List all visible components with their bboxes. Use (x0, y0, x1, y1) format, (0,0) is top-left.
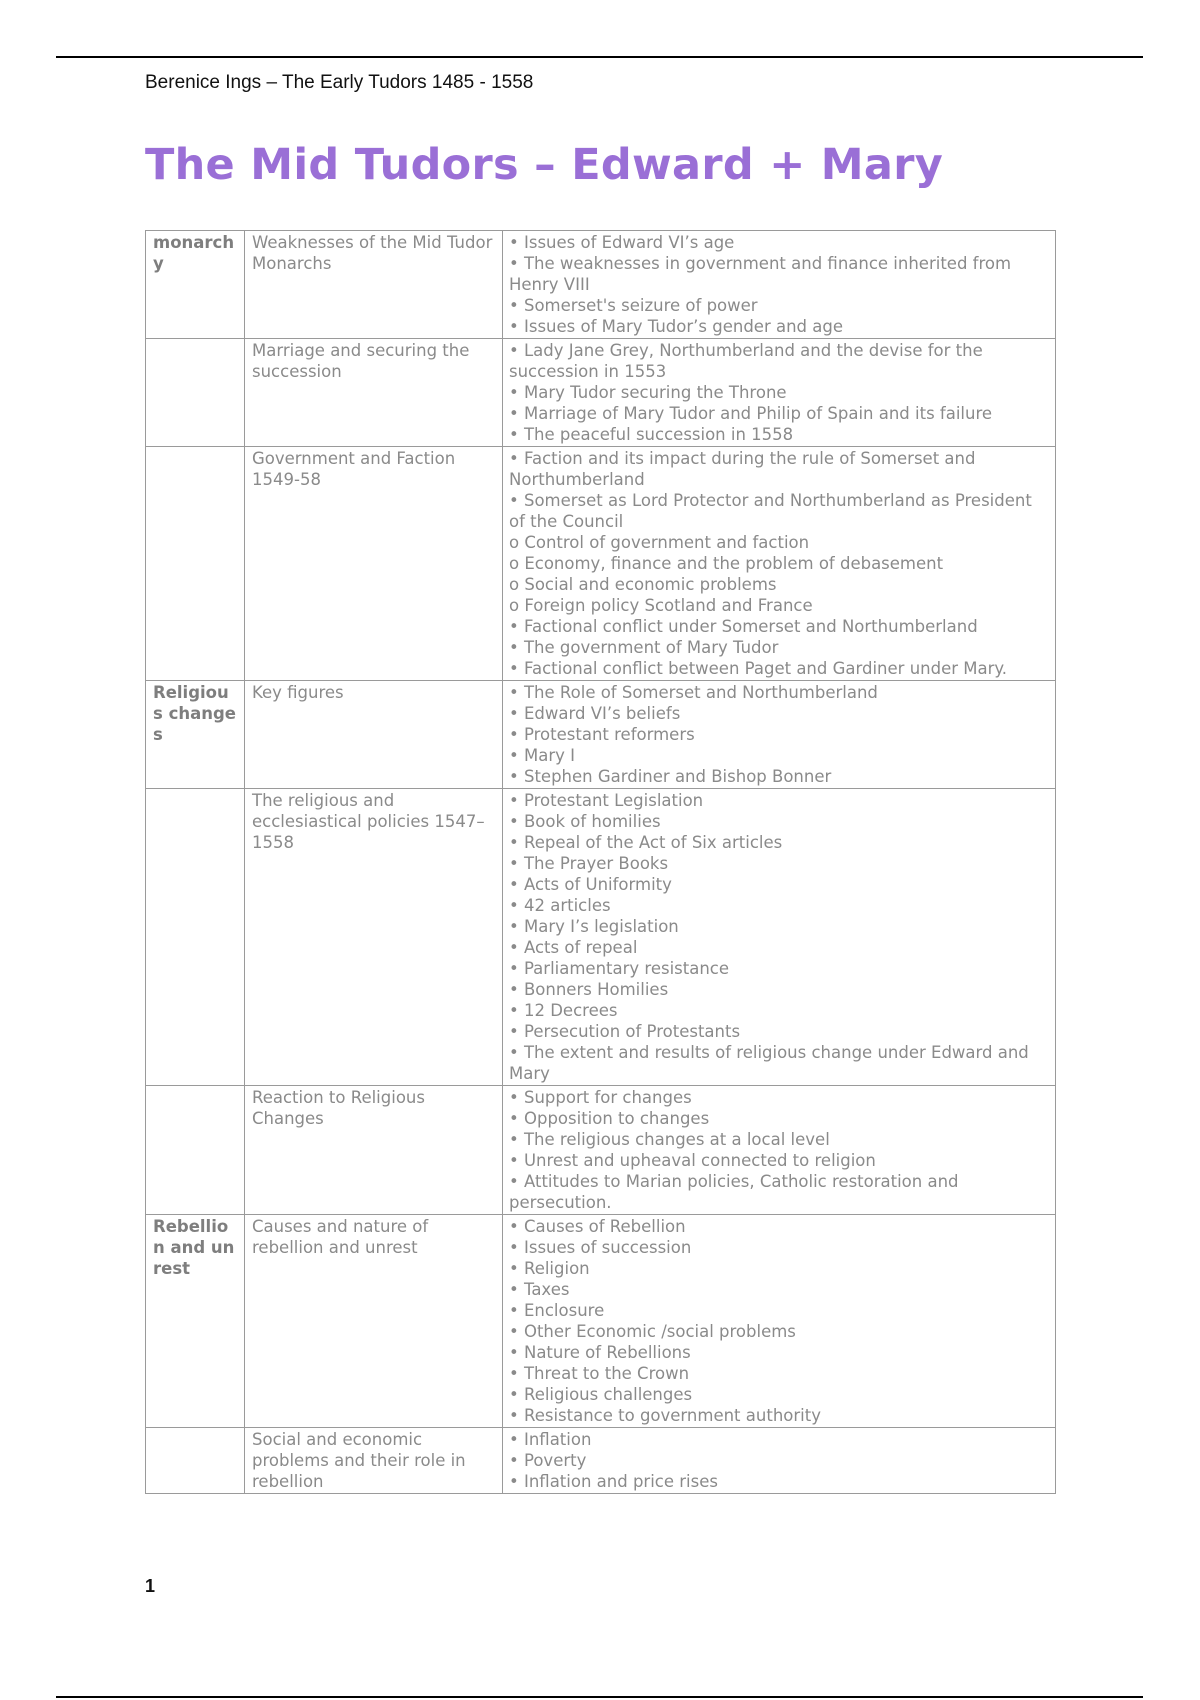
content-point: • Religion (509, 1259, 590, 1278)
topic-cell: Social and economic problems and their role in rebellion (245, 1428, 503, 1494)
content-point: o Economy, finance and the problem of debasement (509, 554, 944, 573)
content-point: o Control of government and faction (509, 533, 810, 552)
content-point: • Inflation (509, 1430, 592, 1449)
page-number: 1 (145, 1576, 156, 1596)
content-point: • Religious challenges (509, 1385, 693, 1404)
content-point: • Edward VI’s beliefs (509, 704, 681, 723)
syllabus-table (145, 230, 1056, 1494)
content-point: • The weaknesses in government and finance inherited from Henry VIII (509, 254, 1012, 294)
content-point: • Resistance to government authority (509, 1406, 821, 1425)
topic-cell: Government and Faction 1549-58 (245, 447, 503, 681)
topic-cell: Key figures (245, 681, 503, 789)
content-point: • Nature of Rebellions (509, 1343, 691, 1362)
topic-cell: The religious and ecclesiastical policies 1547–1558 (245, 789, 503, 1086)
topic-cell: Weaknesses of the Mid Tudor Monarchs (245, 231, 503, 339)
content-point: • Issues of Mary Tudor’s gender and age (509, 317, 844, 336)
top-rule (56, 56, 1143, 58)
content-point: • Opposition to changes (509, 1109, 710, 1128)
content-point: • Factional conflict under Somerset and Northumberland (509, 617, 978, 636)
content-point: • The Role of Somerset and Northumberland (509, 683, 878, 702)
content-point: • Bonners Homilies (509, 980, 669, 999)
content-point: • Acts of Uniformity (509, 875, 672, 894)
content-cell (503, 447, 1056, 681)
table-row (146, 447, 1056, 681)
page-header: Berenice Ings – The Early Tudors 1485 - 1558 (145, 72, 534, 93)
section-cell (146, 1086, 245, 1215)
section-cell (146, 339, 245, 447)
content-point: • Parliamentary resistance (509, 959, 730, 978)
content-cell (503, 1215, 1056, 1428)
content-point: • Mary Tudor securing the Throne (509, 383, 787, 402)
section-cell (146, 1428, 245, 1494)
content-point: • Book of homilies (509, 812, 661, 831)
content-point: • Persecution of Protestants (509, 1022, 741, 1041)
topic-cell: Marriage and securing the succession (245, 339, 503, 447)
content-point: • Other Economic /social problems (509, 1322, 796, 1341)
syllabus-table-body (146, 231, 1056, 1494)
content-point: • 12 Decrees (509, 1001, 618, 1020)
content-point: • 42 articles (509, 896, 611, 915)
content-cell (503, 681, 1056, 789)
content-cell (503, 339, 1056, 447)
content-point: • Threat to the Crown (509, 1364, 690, 1383)
content-point: • Repeal of the Act of Six articles (509, 833, 783, 852)
topic-cell: Reaction to Religious Changes (245, 1086, 503, 1215)
content-point: • Unrest and upheaval connected to religion (509, 1151, 876, 1170)
content-point: • The government of Mary Tudor (509, 638, 779, 657)
section-cell: Religious changes (146, 681, 245, 789)
content-point: • Issues of succession (509, 1238, 692, 1257)
section-cell (146, 789, 245, 1086)
section-cell (146, 447, 245, 681)
content-point: • Stephen Gardiner and Bishop Bonner (509, 767, 832, 786)
content-point: • Protestant Legislation (509, 791, 704, 810)
section-cell: Rebellion and unrest (146, 1215, 245, 1428)
content-point: • Marriage of Mary Tudor and Philip of Spain and its failure (509, 404, 993, 423)
content-point: • Somerset's seizure of power (509, 296, 758, 315)
content-point: • Attitudes to Marian policies, Catholic restoration and persecution. (509, 1172, 959, 1212)
topic-cell: Causes and nature of rebellion and unrest (245, 1215, 503, 1428)
table-row (146, 1086, 1056, 1215)
content-point: • Mary I (509, 746, 575, 765)
content-point: • Factional conflict between Paget and Gardiner under Mary. (509, 659, 1008, 678)
table-row (146, 789, 1056, 1086)
content-point: • The extent and results of religious change under Edward and Mary (509, 1043, 1029, 1083)
table-row (146, 1215, 1056, 1428)
bottom-rule (56, 1696, 1143, 1698)
content-point: • Causes of Rebellion (509, 1217, 686, 1236)
content-point: • The religious changes at a local level (509, 1130, 830, 1149)
content-point: • Acts of repeal (509, 938, 638, 957)
content-point: • Protestant reformers (509, 725, 695, 744)
content-cell (503, 1086, 1056, 1215)
content-cell (503, 789, 1056, 1086)
content-point: • The Prayer Books (509, 854, 669, 873)
table-row (146, 339, 1056, 447)
content-cell (503, 1428, 1056, 1494)
table-row (146, 1428, 1056, 1494)
content-point: • Poverty (509, 1451, 587, 1470)
content-point: • Faction and its impact during the rule of Somerset and Northumberland (509, 449, 976, 489)
content-point: • Enclosure (509, 1301, 605, 1320)
content-point: o Foreign policy Scotland and France (509, 596, 813, 615)
section-cell: monarchy (146, 231, 245, 339)
content-point: • Somerset as Lord Protector and Northumberland as President of the Council (509, 491, 1032, 531)
table-row (146, 681, 1056, 789)
document-title: The Mid Tudors – Edward + Mary (145, 140, 944, 190)
content-point: • Support for changes (509, 1088, 692, 1107)
table-row (146, 231, 1056, 339)
content-point: o Social and economic problems (509, 575, 777, 594)
content-point: • Mary I’s legislation (509, 917, 679, 936)
content-point: • Inflation and price rises (509, 1472, 718, 1491)
content-point: • Taxes (509, 1280, 570, 1299)
content-point: • Issues of Edward VI’s age (509, 233, 735, 252)
content-cell (503, 231, 1056, 339)
content-point: • Lady Jane Grey, Northumberland and the devise for the succession in 1553 (509, 341, 983, 381)
content-point: • The peaceful succession in 1558 (509, 425, 794, 444)
